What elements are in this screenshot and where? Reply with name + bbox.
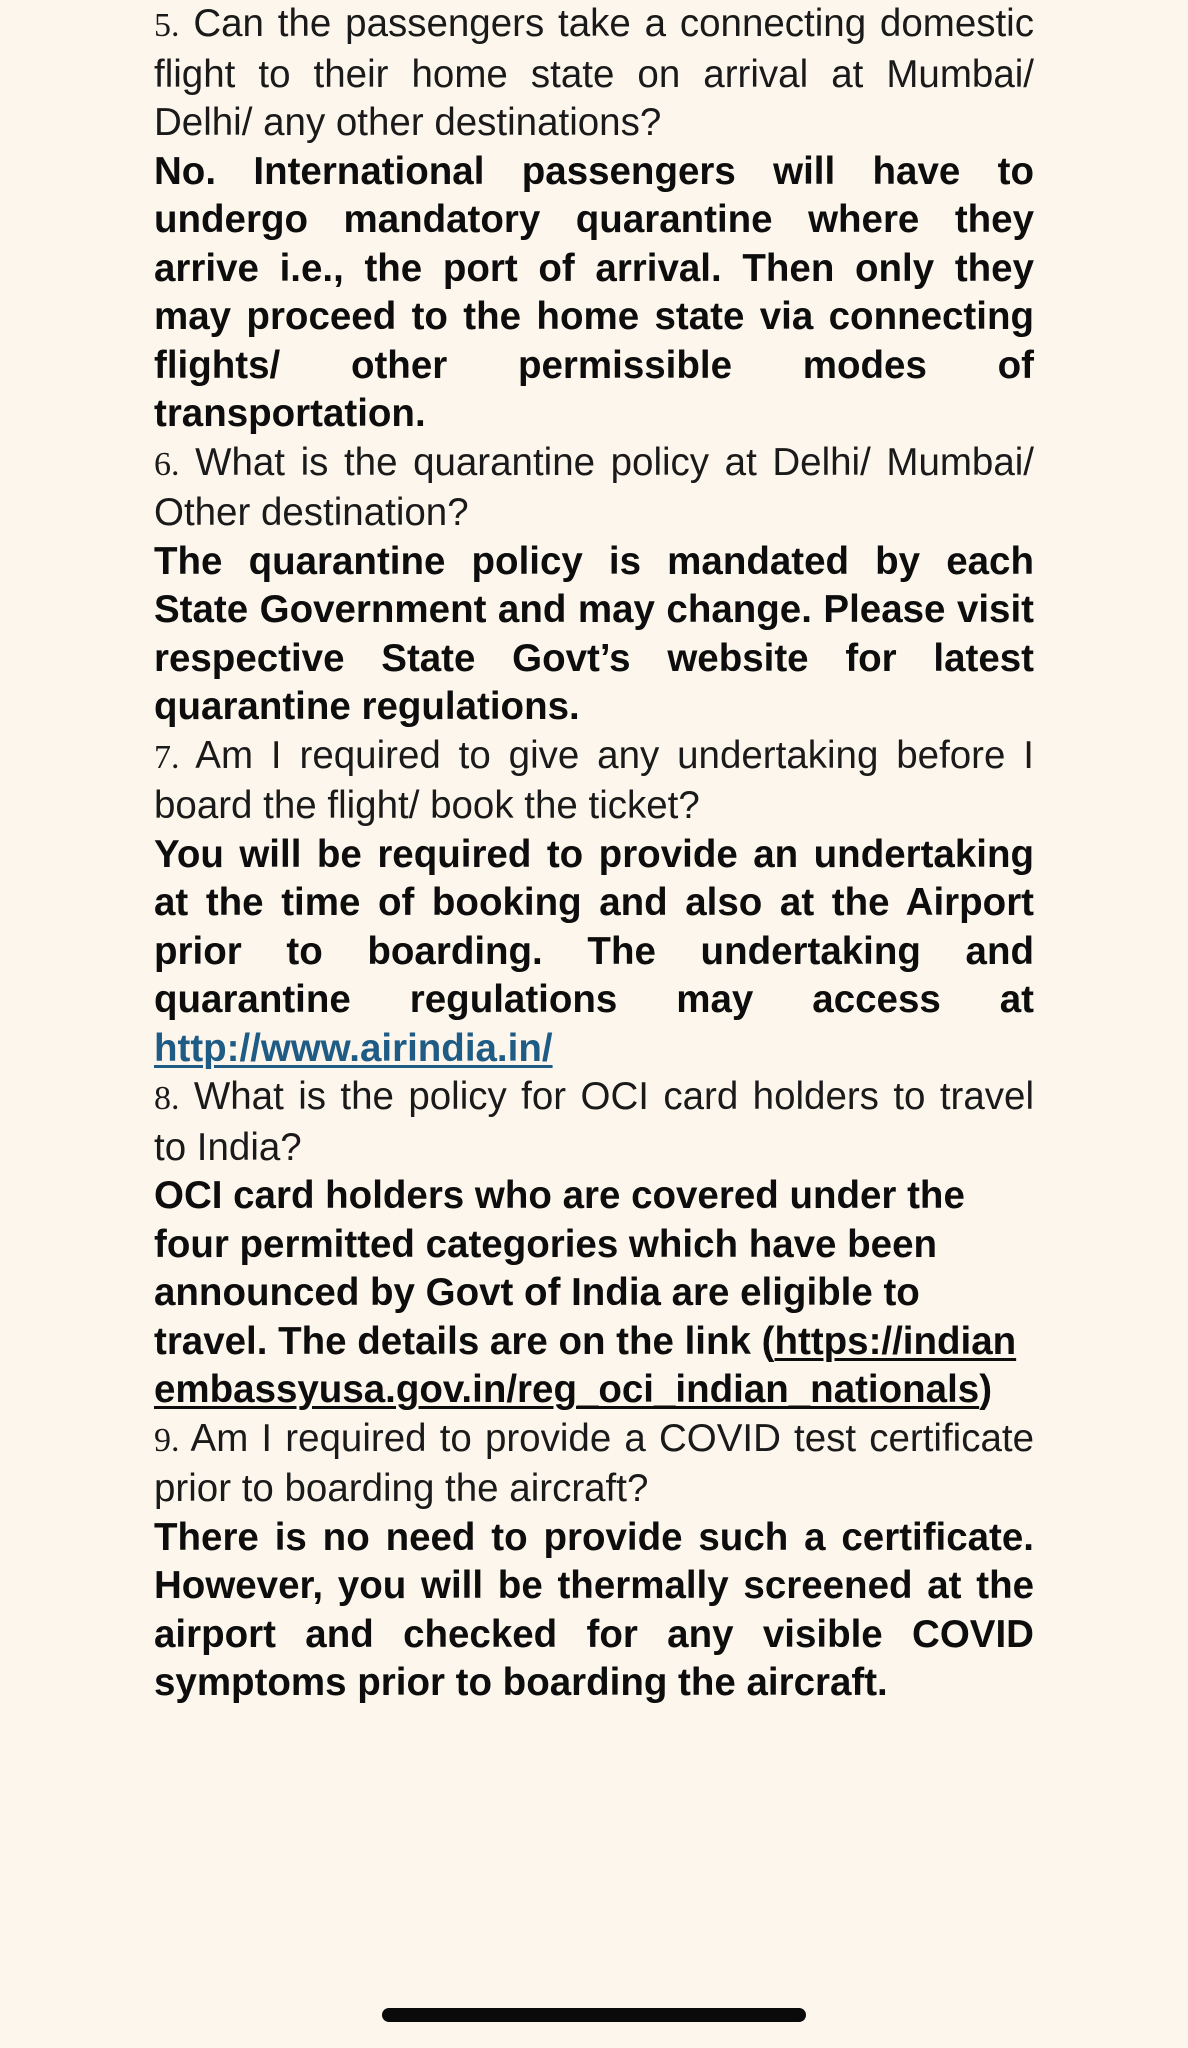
- faq-answer-7: [154, 831, 1034, 1074]
- airindia-link[interactable]: http://www.airindia.in/: [154, 1026, 553, 1070]
- faq-answer-9: There is no need to provide such a certificate. However, you will be thermally screened at the airport and checked for any visible COVID symptoms prior to boarding the aircraft.: [154, 1515, 1034, 1704]
- question-number: 5.: [154, 7, 180, 44]
- home-indicator-bar[interactable]: [382, 2008, 806, 2022]
- faq-question-7: [154, 732, 1034, 831]
- indian-embassy-link[interactable]: https://indianembassyusa.gov.in/reg_oci_indian_nationals: [154, 1319, 1017, 1411]
- faq-question-8: [154, 1073, 1034, 1172]
- answer-text: OCI card holders who are covered under the four permitted categories which have been announced by Govt of India are eligible to travel. The details are on the link: [154, 1174, 965, 1363]
- faq-question-5: [154, 0, 1034, 148]
- faq-answer-5: No. International passengers will have to undergo mandatory quarantine where they arrive i.e., the port of arrival. Then only they may proceed to the home state via connecting flights/ other permissible modes of transportation.: [154, 149, 1034, 435]
- question-text: Can the passengers take a connecting domestic flight to their home state on arrival at Mumbai/ Delhi/ any other destinations?: [154, 2, 1034, 144]
- faq-content: [154, 0, 1034, 1708]
- link-open-paren: (: [761, 1319, 775, 1363]
- faq-question-6: [154, 439, 1034, 538]
- question-text: Am I required to give any undertaking before I board the flight/ book the ticket?: [154, 733, 1034, 827]
- faq-answer-6: The quarantine policy is mandated by each State Government and may change. Please visit respective State Govt’s website for latest quarantine regulations.: [154, 539, 1034, 728]
- faq-answer-8: [154, 1172, 1034, 1415]
- faq-question-9: [154, 1415, 1034, 1514]
- answer-text: You will be required to provide an undertaking at the time of booking and also at the Airport prior to boarding. The undertaking and quarantine regulations may access at: [154, 832, 1034, 1021]
- question-text: What is the policy for OCI card holders to travel to India?: [154, 1075, 1034, 1169]
- question-text: What is the quarantine policy at Delhi/ Mumbai/ Other destination?: [154, 440, 1035, 534]
- question-text: Am I required to provide a COVID test certificate prior to boarding the aircraft?: [154, 1416, 1034, 1510]
- question-number: 9.: [154, 1421, 180, 1459]
- question-number: 6.: [154, 445, 180, 483]
- question-number: 7.: [154, 738, 180, 776]
- question-number: 8.: [154, 1080, 180, 1117]
- link-close-paren: ): [979, 1368, 993, 1411]
